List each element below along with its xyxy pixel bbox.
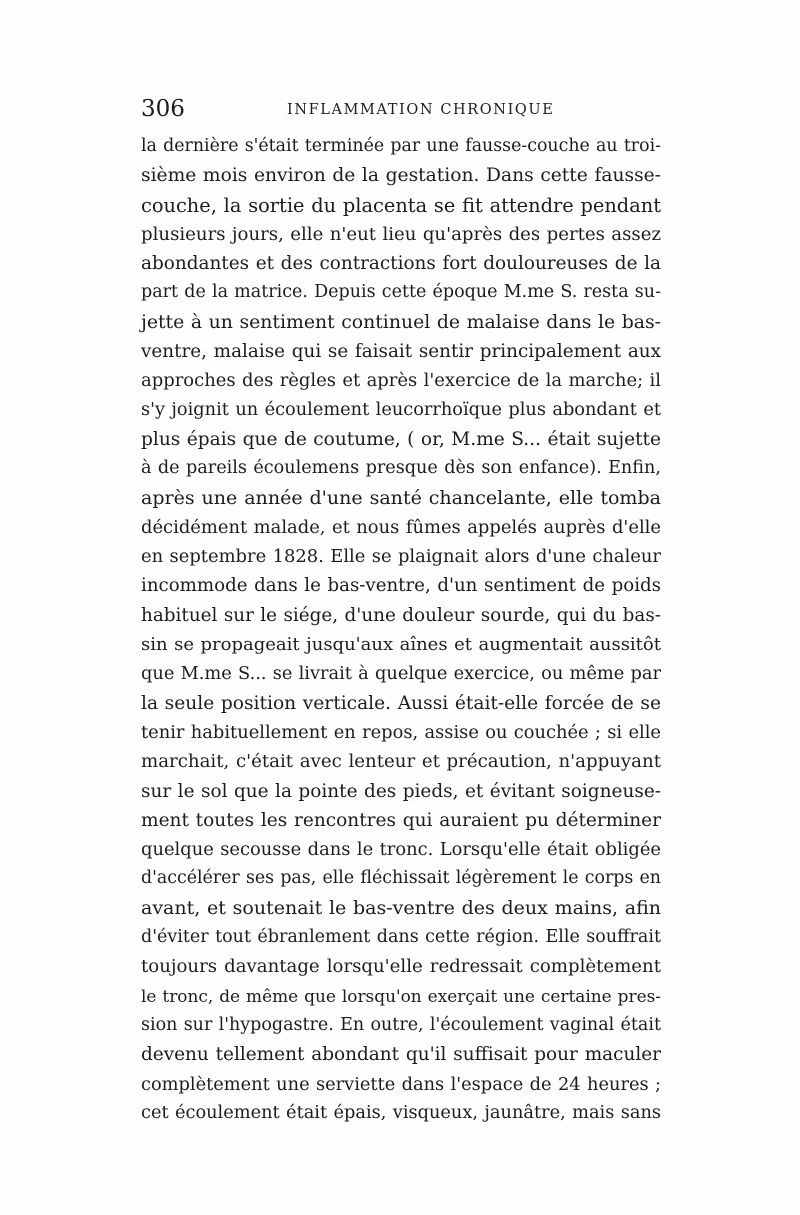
text-line: sion sur l'hypogastre. En outre, l'écoulement vaginal était — [141, 1014, 661, 1035]
text-line: incommode dans le bas-ventre, d'un sentiment de poids — [141, 575, 661, 597]
text-line: avant, et soutenait le bas-ventre des deux mains, afin — [141, 896, 661, 919]
text-line: s'y joignit un écoulement leucorrhoïque plus abondant et — [141, 399, 661, 420]
text-line: d'accélérer ses pas, elle fléchissait légèrement le corps en — [141, 868, 661, 889]
text-line: couche, la sortie du placenta se fit attendre pendant — [141, 193, 661, 217]
body-text — [141, 132, 661, 1128]
text-line: complètement une serviette dans l'espace de 24 heures ; — [141, 1073, 661, 1095]
text-line: la dernière s'était terminée par une fausse-couche au troi- — [141, 136, 661, 156]
text-line: plusieurs jours, elle n'eut lieu qu'après des pertes assez — [141, 223, 661, 245]
text-line: part de la matrice. Depuis cette époque M.me S. resta su- — [141, 282, 661, 303]
text-line: à de pareils écoulemens presque dès son enfance). Enfin, — [141, 458, 661, 479]
text-line: après une année d'une santé chancelante, elle tomba — [141, 486, 661, 509]
text-line: marchait, c'était avec lenteur et précaution, n'appuyant — [141, 751, 661, 773]
text-line: abondantes et des contractions fort douloureuses de la — [141, 253, 661, 275]
text-line: ventre, malaise qui se faisait sentir principalement aux — [141, 341, 661, 363]
text-line: le tronc, de même que lorsqu'on exerçait une certaine pres- — [141, 985, 661, 1006]
text-line: quelque secousse dans le tronc. Lorsqu'elle était obligée — [141, 839, 661, 861]
text-line: devenu tellement abondant qu'il suffisait pour maculer — [141, 1044, 661, 1066]
text-line: cet écoulement était épais, visqueux, jaunâtre, mais sans — [141, 1102, 661, 1123]
text-line: la seule position verticale. Aussi était-elle forcée de se — [141, 692, 661, 714]
text-line: approches des règles et après l'exercice de la marche; il — [141, 370, 661, 392]
text-line: que M.me S... se livrait à quelque exercice, ou même par — [141, 663, 661, 685]
text-line: sur le sol que la pointe des pieds, et évitant soigneuse- — [141, 780, 661, 802]
text-line: en septembre 1828. Elle se plaignait alors d'une chaleur — [141, 546, 661, 568]
text-line: d'éviter tout ébranlement dans cette région. Elle souffrait — [141, 927, 661, 948]
text-line: ment toutes les rencontres qui auraient pu déterminer — [141, 809, 661, 831]
text-line: jette à un sentiment continuel de malaise dans le bas- — [141, 311, 661, 333]
text-line: décidément malade, et nous fûmes appelés auprès d'elle — [141, 516, 661, 538]
text-line: plus épais que de coutume, ( or, M.me S... était sujette — [141, 428, 661, 450]
running-title: INFLAMMATION CHRONIQUE — [287, 102, 555, 118]
text-line: sin se propageait jusqu'aux aînes et augmentait aussitôt — [141, 634, 661, 656]
text-line: habituel sur le siége, d'une douleur sourde, qui du bas- — [141, 604, 661, 626]
text-line: sième mois environ de la gestation. Dans cette fausse- — [141, 165, 661, 187]
running-head — [141, 94, 661, 124]
text-line: tenir habituellement en repos, assise ou couchée ; si elle — [141, 721, 661, 743]
text-line: toujours davantage lorsqu'elle redressait complètement — [141, 956, 661, 978]
page-number: 306 — [141, 96, 185, 122]
